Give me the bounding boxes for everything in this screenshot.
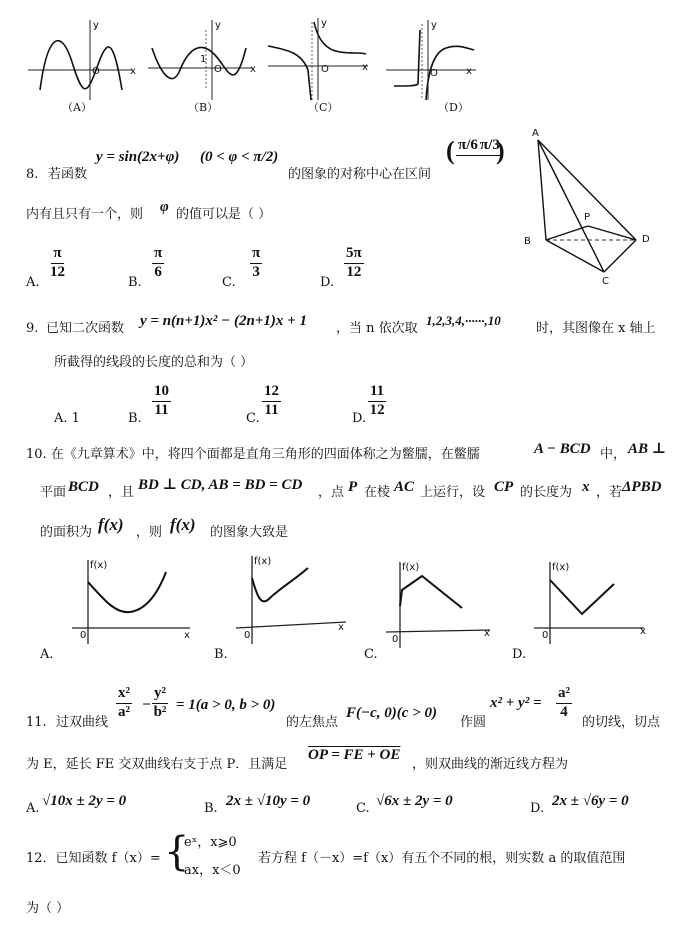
q10-line2-g: ，若: [596, 485, 623, 500]
graph-d-x: x: [466, 66, 472, 77]
q9-opt-a[interactable]: A. 1: [54, 411, 80, 426]
q8-func: y = sin(2x+φ): [96, 149, 180, 165]
q10-x: x: [582, 479, 590, 495]
q11-hy-num: y²: [152, 686, 168, 704]
q10-line1: 10. 在《九章算术》中，将四个面都是直角三角形的四面体称之为鳖臑，在鳖臑: [26, 447, 480, 462]
q8-opt-d-num: 5π: [344, 246, 364, 264]
q10-line3-b: ，则: [136, 525, 163, 540]
q11-vector-eq: OP = FE + OE: [308, 747, 401, 763]
q10-line2-b: ，且: [108, 485, 135, 500]
q10-graph-d-x: x: [640, 626, 646, 637]
q11-circle-rhs: [556, 686, 572, 721]
pyramid-label-c: C: [602, 276, 609, 287]
q10-graph-b-o: 0: [244, 630, 251, 641]
q11-circle-lhs: x² + y² =: [490, 695, 542, 711]
q8-cond: (0 < φ < π/2): [200, 149, 279, 165]
q8-opt-b-label: B.: [128, 275, 142, 290]
q9-line2: 所截得的线段的长度的总和为（ ）: [54, 355, 254, 370]
q9-opt-b-label: B.: [128, 411, 142, 426]
graph-b-o: O: [214, 64, 222, 75]
q12-brace: {: [164, 829, 190, 875]
q8-line2-end: 的值可以是（ ）: [176, 207, 272, 222]
q10-line2-a: 平面: [40, 485, 67, 500]
q10-tri: ΔPBD: [622, 479, 662, 495]
q10-bcd: BCD: [68, 479, 99, 495]
q11-number: 11.: [26, 715, 47, 730]
q9-opt-b-num: 10: [152, 384, 171, 402]
q11-mid1: 的左焦点: [286, 715, 339, 730]
graph-label-b: （B）: [188, 101, 219, 114]
q10-ab-perp: AB ⊥: [628, 441, 667, 457]
q11-opt-d[interactable]: 2x ± √6y = 0: [552, 793, 629, 809]
q8-interval-b-value: π/3: [478, 138, 502, 156]
q8-opt-a-label: A.: [26, 275, 40, 290]
q11-mid2: 作圆: [460, 715, 487, 730]
q8-opt-a-num: π: [51, 246, 63, 264]
q8-interval: (: [446, 136, 455, 165]
graph-c-y: y: [321, 18, 327, 29]
q8-opt-b-den: 6: [154, 263, 162, 280]
graph-a-y: y: [93, 20, 99, 31]
q12-case1: eˣ，x⩾0: [184, 835, 237, 850]
graph-c-x: x: [362, 62, 368, 73]
q10-line2-d: 在棱: [364, 485, 391, 500]
q9-opt-b-den: 11: [154, 401, 169, 418]
q9-opt-c-num: 12: [262, 384, 281, 402]
q8-opt-d-den: 12: [346, 263, 362, 280]
q8-lead: 若函数: [48, 167, 88, 182]
q10-p: P: [348, 479, 358, 495]
q10-opt-d[interactable]: D.: [512, 647, 527, 662]
graph-b-x: x: [250, 64, 256, 75]
q10-graph-c-f: f(x): [402, 562, 420, 573]
q9-seq: 1,2,3,4,······,10: [426, 313, 501, 328]
q8-opt-c-den: 3: [252, 263, 260, 280]
graph-b-y: y: [215, 20, 221, 31]
q11-hyperbola-y: [152, 686, 168, 721]
q11-line2: 为 E，延长 FE 交双曲线右支于点 P．且满足: [26, 757, 288, 772]
q11-circle-num: a²: [556, 686, 572, 704]
q10-line3-c: 的图象大致是: [210, 525, 289, 540]
pyramid-label-b: B: [524, 236, 531, 247]
q9-opt-c-label: C.: [246, 411, 260, 426]
graph-d-o: O: [430, 68, 438, 79]
q9-opt-d-den: 12: [369, 401, 385, 418]
q8-phi: φ: [160, 199, 169, 215]
q11-hx-den: a²: [118, 703, 130, 720]
graph-label-a: （A）: [62, 101, 92, 114]
pyramid-label-a: A: [532, 128, 539, 139]
q12-case2: ax，x＜0: [184, 863, 241, 878]
q9-lead: 已知二次函数: [46, 321, 125, 336]
q11-minus: −: [142, 697, 152, 713]
q12-lead: 12．已知函数 f（x）=: [26, 851, 161, 866]
q8-opt-d-label: D.: [320, 275, 335, 290]
q10-graph-a-x: x: [184, 630, 190, 641]
q10-opt-c[interactable]: C.: [364, 647, 378, 662]
q10-graph-c-x: x: [484, 628, 490, 639]
graph-b-one: 1: [200, 54, 207, 65]
q8-number: 8.: [26, 167, 39, 182]
q9-func: y = n(n+1)x² − (2n+1)x + 1: [140, 313, 307, 329]
q10-cond: BD ⊥ CD, AB = BD = CD: [138, 477, 303, 493]
q10-graph-c: [386, 562, 490, 648]
q11-opt-d-label: D.: [530, 801, 545, 816]
q12-end: 若方程 f（－x）=f（x）有五个不同的根，则实数 a 的取值范围: [258, 851, 626, 866]
q10-opt-b[interactable]: B.: [214, 647, 228, 662]
q11-hyperbola-x: [116, 686, 132, 721]
graph-label-d: （D）: [438, 101, 469, 114]
q10-graph-b: [236, 556, 346, 644]
q9-end: 时，其图像在 x 轴上: [536, 321, 656, 336]
q8-interval-a-value: π/6: [456, 138, 480, 156]
q11-lead: 过双曲线: [56, 715, 109, 730]
q10-opt-a[interactable]: A.: [40, 647, 54, 662]
q10-line3-a: 的面积为: [40, 525, 93, 540]
q8-opt-c-label: C.: [222, 275, 236, 290]
q10-line1-end: 中，: [600, 447, 627, 462]
q10-line2-f: 的长度为: [520, 485, 573, 500]
q11-opt-a[interactable]: √10x ± 2y = 0: [42, 793, 127, 809]
q11-opt-a-label: A.: [26, 801, 40, 816]
q9-opt-d-num: 11: [368, 384, 386, 402]
q8-opt-c-num: π: [250, 246, 262, 264]
q8-opt-b-num: π: [152, 246, 164, 264]
q10-graph-a: [72, 560, 190, 644]
graph-a-x: x: [130, 66, 136, 77]
q10-ac: AC: [394, 479, 415, 495]
q11-opt-c-label: C.: [356, 801, 370, 816]
q11-hyperbola-rest: = 1(a > 0, b > 0): [176, 697, 276, 713]
q11-opt-c[interactable]: √6x ± 2y = 0: [376, 793, 453, 809]
q10-line2-e: 上运行，设: [420, 485, 486, 500]
graph-c-o: O: [321, 64, 329, 75]
q10-graph-d: [534, 562, 644, 644]
graph-a-o: O: [92, 66, 100, 77]
q10-graph-b-f: f(x): [254, 556, 272, 567]
q11-focus: F(−c, 0)(c > 0): [346, 705, 437, 721]
q8-interval-close: ): [496, 136, 505, 165]
q10-graph-d-f: f(x): [552, 562, 570, 573]
q8-opt-a-den: 12: [50, 263, 65, 280]
q8-mid: 的图象的对称中心在区间: [288, 167, 432, 182]
q10-graph-a-o: 0: [80, 630, 87, 641]
q10-graph-b-x: x: [338, 622, 344, 633]
q11-opt-b[interactable]: 2x ± √10y = 0: [226, 793, 311, 809]
q10-cp: CP: [494, 479, 514, 495]
q10-line2-c: ，点: [318, 485, 345, 500]
graph-label-c: （C）: [308, 101, 339, 114]
q11-end: 的切线，切点: [582, 715, 661, 730]
q9-opt-c-den: 11: [264, 401, 279, 418]
q8-line2: 内有且只有一个，则: [26, 207, 144, 222]
q11-line2-end: ，则双曲线的渐近线方程为: [412, 757, 569, 772]
q10-graph-a-f: f(x): [90, 560, 108, 571]
q11-hx-num: x²: [116, 686, 132, 704]
q9-mid: ，当 n 依次取: [336, 321, 418, 336]
q12-line2: 为（ ）: [26, 901, 70, 916]
q11-opt-b-label: B.: [204, 801, 218, 816]
q9-opt-d-label: D.: [352, 411, 367, 426]
q10-graph-c-o: 0: [392, 634, 399, 645]
q11-hy-den: b²: [153, 703, 167, 720]
q10-fx-2: f(x): [170, 515, 196, 534]
q10-graph-d-o: 0: [542, 630, 549, 641]
q10-fx-1: f(x): [98, 515, 124, 534]
pyramid-label-p: P: [584, 212, 591, 223]
graph-d-y: y: [431, 20, 437, 31]
q9-number: 9.: [26, 321, 39, 336]
q10-abcd: A − BCD: [534, 441, 591, 457]
pyramid-label-d: D: [642, 234, 650, 245]
q11-circle-den: 4: [560, 703, 568, 720]
